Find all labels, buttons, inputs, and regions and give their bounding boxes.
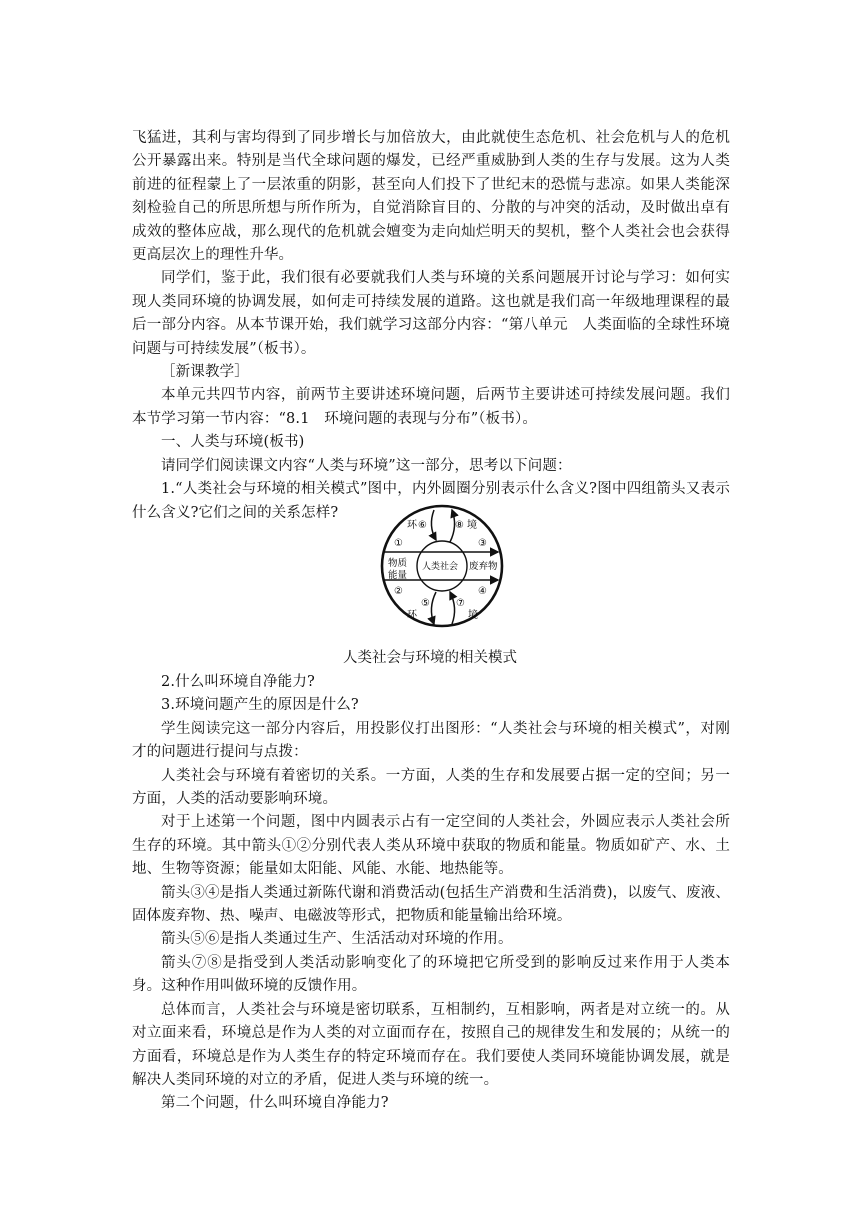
label-wuzhi: 物质 — [388, 558, 408, 569]
arrow-8 — [450, 510, 455, 542]
section-heading: 一、人类与环境(板书) — [161, 434, 305, 451]
question-2: 2.什么叫环境自净能力? — [161, 674, 315, 690]
label-huan-bottom: 环 — [407, 610, 417, 621]
arrow-6 — [431, 510, 436, 540]
paragraph: 箭头⑦⑧是指受到人类活动影响变化了的环境把它所受到的影响反过来作用于人类本身。这种作用叫做环境的反馈作用。 — [132, 954, 730, 995]
paragraph: 同学们，鉴于此，我们很有必要就我们人类与环境的关系问题展开讨论与学习：如何实现人类同环境的协调发展，如何走可持续发展的道路。这也就是我们高一年级地理课程的最后一部分内容。从本节课开始，我们就学习这部分内容：“第八单元 人类面临的全球性环境问题与可持续发展”（板书）。 — [132, 270, 730, 357]
label-num-8: ⑧ — [455, 520, 464, 531]
bottom-text-block — [132, 671, 730, 1116]
question-3: 3.环境问题产生的原因是什么? — [161, 697, 359, 714]
arrow-7 — [450, 592, 455, 624]
label-num-6: ⑥ — [418, 520, 427, 531]
paragraph: 学生阅读完这一部分内容后，用投影仪打出图形：“人类社会与环境的相关模式”，对刚才的问题进行提问与点拨： — [132, 720, 730, 761]
label-feiqiwu: 废弃物 — [469, 561, 498, 572]
label-jing-top: 境 — [467, 520, 477, 531]
paragraph: 本单元共四节内容，前两节主要讲述环境问题，后两节主要讲述可持续发展问题。我们本节学习第一节内容：“8.1 环境问题的表现与分布”（板书）。 — [132, 387, 730, 427]
paragraph: 对于上述第一个问题，图中内圆表示占有一定空间的人类社会，外圆应表示人类社会所生存的环境。其中箭头①②分别代表人类从环境中获取的物质和能量。物质如矿产、水、土地、生物等资源；能量如太阳能、风能、水能、地热能等。 — [132, 814, 730, 878]
label-num-3: ③ — [478, 538, 487, 549]
label-num-2: ② — [394, 586, 403, 597]
top-text-block — [132, 127, 730, 525]
paragraph: 箭头⑤⑥是指人类通过生产、生活活动对环境的作用。 — [161, 931, 513, 948]
arrow-5 — [431, 592, 436, 624]
paragraph: 第二个问题，什么叫环境自净能力? — [161, 1095, 389, 1112]
section-marker: ［新课教学］ — [161, 364, 249, 381]
label-num-4: ④ — [478, 586, 487, 597]
figure-caption: 人类社会与环境的相关模式 — [343, 650, 517, 666]
label-num-1: ① — [394, 538, 403, 549]
label-huan-top: 环 — [407, 520, 417, 531]
question-1: 1.“人类社会与环境的相关模式”图中，内外圆圈分别表示什么含义?图中四组箭头又表示什么含义?它们之间的关系怎样? — [132, 481, 730, 521]
human-environment-diagram — [380, 500, 504, 640]
paragraph: 箭头③④是指人类通过新陈代谢和消费活动(包括生产消费和生活消费)，以废气、废液、固体废弃物、热、噪声、电磁波等形式，把物质和能量输出给环境。 — [132, 884, 730, 925]
paragraph: 飞猛进，其利与害均得到了同步增长与加倍放大，由此就使生态危机、社会危机与人的危机公开暴露出来。特别是当代全球问题的爆发，已经严重威胁到人类的生存与发展。这为人类前进的征程蒙上了一层浓重的阴影，甚至向人们投下了世纪末的恐慌与悲凉。如果人类能深刻检验自己的所思所想与所作所为，自觉消除盲目的、分散的与冲突的活动，及时做出卓有成效的整体应战，那么现代的危机就会嬗变为走向灿烂明天的契机，整个人类社会也会获得更高层次上的理性升华。 — [132, 130, 730, 264]
label-jing-bottom: 境 — [468, 610, 478, 621]
label-nengliang: 能量 — [388, 570, 408, 581]
label-human-society: 人类社会 — [422, 562, 459, 572]
label-num-7: ⑦ — [456, 598, 465, 609]
diagram-svg — [380, 500, 504, 640]
label-num-5: ⑤ — [421, 598, 430, 609]
paragraph: 总体而言，人类社会与环境是密切联系，互相制约，互相影响，两者是对立统一的。从对立面来看，环境总是作为人类的对立面而存在，按照自己的规律发生和发展的；从统一的方面看，环境总是作为人类生存的特定环境而存在。我们要使人类同环境能协调发展，就是解决人类同环境的对立的矛盾，促进人类与环境的统一。 — [132, 1001, 730, 1088]
paragraph: 请同学们阅读课文内容“人类与环境”这一部分，思考以下问题： — [161, 457, 572, 474]
paragraph: 人类社会与环境有着密切的关系。一方面，人类的生存和发展要占据一定的空间；另一方面，人类的活动要影响环境。 — [132, 767, 730, 808]
